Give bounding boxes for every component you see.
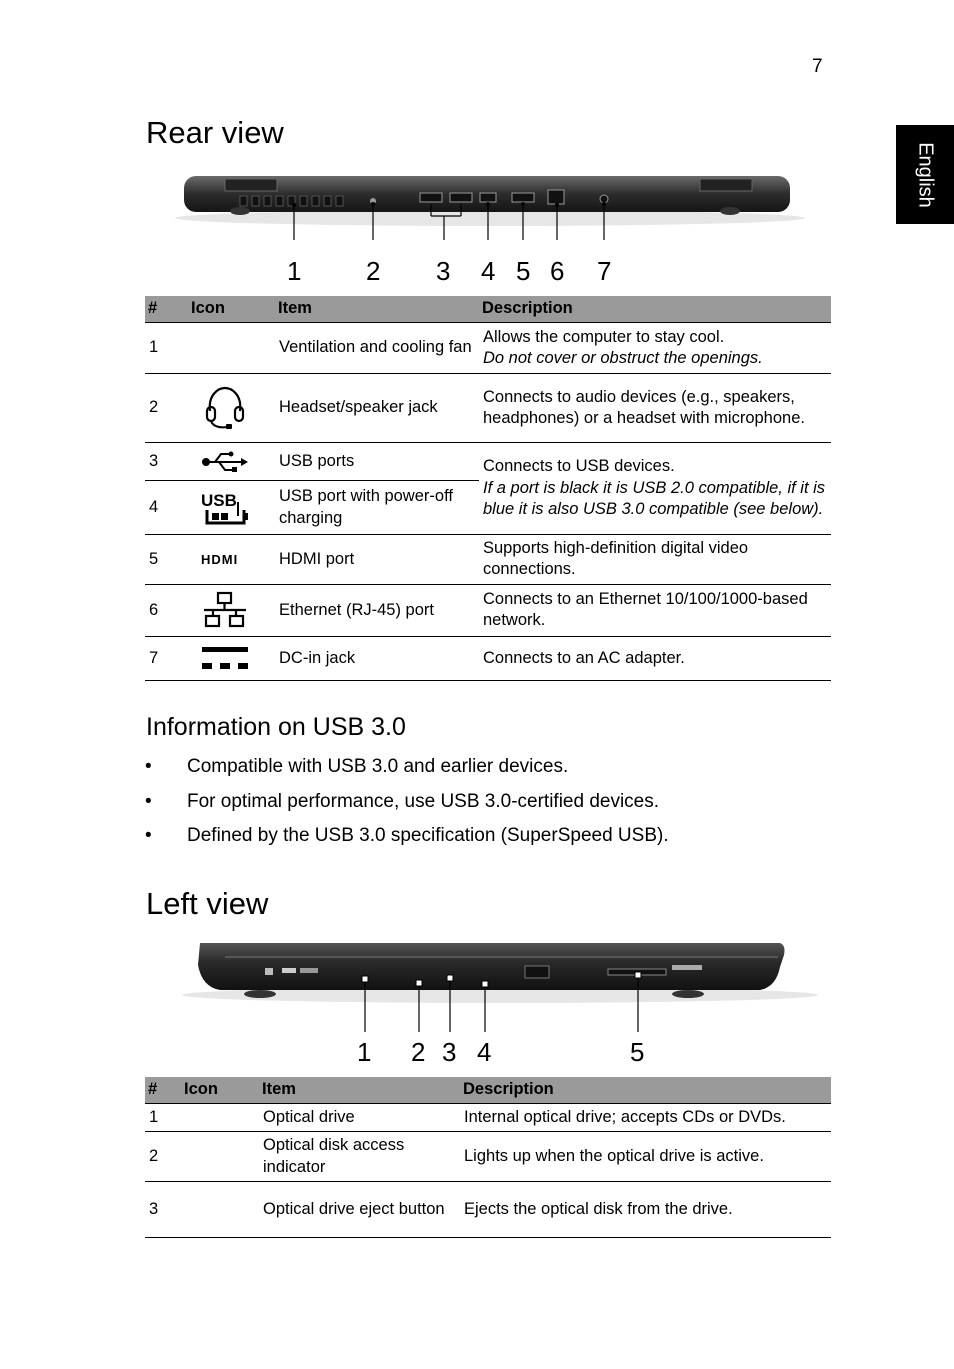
rear-view-laptop-illustration xyxy=(170,170,810,240)
row-number: 2 xyxy=(145,1132,175,1182)
row-description: Connects to audio devices (e.g., speakers, headphones) or a headset with microphone. xyxy=(479,374,831,443)
row-icon-cell xyxy=(175,1104,259,1132)
row-item: DC-in jack xyxy=(275,636,479,680)
rear-callout-1: 1 xyxy=(287,256,302,286)
left-callout-3: 3 xyxy=(442,1037,457,1067)
col-header-icon: Icon xyxy=(175,1077,259,1104)
table-header-row xyxy=(145,296,831,323)
ethernet-icon xyxy=(202,591,248,629)
row-description xyxy=(479,323,831,374)
language-tab xyxy=(896,125,954,224)
left-view-title: Left view xyxy=(146,886,269,921)
table-row xyxy=(145,1104,831,1132)
row-description: Connects to an AC adapter. xyxy=(479,636,831,680)
left-view-table xyxy=(145,1077,831,1238)
row-number: 4 xyxy=(145,481,175,535)
row-item: Ventilation and cooling fan xyxy=(275,323,479,374)
rear-callout-7: 7 xyxy=(597,256,612,286)
row-number: 7 xyxy=(145,636,175,680)
language-tab-label: English xyxy=(914,141,937,208)
row-description-text: Connects to USB devices. xyxy=(483,457,675,476)
row-icon-cell xyxy=(175,584,275,636)
usb-info-list xyxy=(146,756,669,860)
row-item: Optical drive eject button xyxy=(259,1182,460,1238)
col-header-item: Item xyxy=(275,296,479,323)
row-item: Optical drive xyxy=(259,1104,460,1132)
row-item: Headset/speaker jack xyxy=(275,374,479,443)
table-row xyxy=(145,584,831,636)
row-icon-cell xyxy=(175,443,275,481)
table-header-row xyxy=(145,1077,831,1104)
row-description-text: Allows the computer to stay cool. xyxy=(483,327,725,346)
col-header-description: Description xyxy=(460,1077,831,1104)
left-view-laptop-illustration xyxy=(180,935,820,1035)
row-item: USB ports xyxy=(275,443,479,481)
row-icon-cell xyxy=(175,1182,259,1238)
row-description: Connects to an Ethernet 10/100/1000-based network. xyxy=(479,584,831,636)
table-row xyxy=(145,374,831,443)
row-item: HDMI port xyxy=(275,535,479,585)
list-item: • Defined by the USB 3.0 specification (SuperSpeed USB). xyxy=(146,825,669,860)
row-item: Ethernet (RJ-45) port xyxy=(275,584,479,636)
row-description-note: If a port is black it is USB 2.0 compatible, if it is blue it is also USB 3.0 compatible (see below). xyxy=(483,478,826,519)
row-item: Optical disk access indicator xyxy=(259,1132,460,1182)
rear-callout-6: 6 xyxy=(550,256,565,286)
col-header-item: Item xyxy=(259,1077,460,1104)
col-header-num: # xyxy=(145,296,175,323)
usb-charge-icon-label: USB xyxy=(201,490,237,510)
left-callout-5: 5 xyxy=(630,1037,645,1067)
row-icon-cell xyxy=(175,636,275,680)
list-item: • Compatible with USB 3.0 and earlier devices. xyxy=(146,756,669,791)
row-description: Lights up when the optical drive is active. xyxy=(460,1132,831,1182)
table-row xyxy=(145,1132,831,1182)
row-icon-cell xyxy=(175,535,275,585)
table-row xyxy=(145,443,831,481)
row-description-note: Do not cover or obstruct the openings. xyxy=(483,349,763,367)
left-callout-1: 1 xyxy=(357,1037,372,1067)
table-row xyxy=(145,636,831,680)
usb-charge-icon xyxy=(200,490,250,526)
row-description: Supports high-definition digital video connections. xyxy=(479,535,831,585)
row-number: 2 xyxy=(145,374,175,443)
hdmi-icon-label: HDMI xyxy=(201,552,239,567)
row-description: Internal optical drive; accepts CDs or DVDs. xyxy=(460,1104,831,1132)
row-number: 1 xyxy=(145,1104,175,1132)
rear-callout-4: 4 xyxy=(481,256,496,286)
table-row xyxy=(145,1182,831,1238)
row-item: USB port with power-off charging xyxy=(275,481,479,535)
row-number: 5 xyxy=(145,535,175,585)
row-icon-cell xyxy=(175,481,275,535)
col-header-icon: Icon xyxy=(175,296,275,323)
row-number: 1 xyxy=(145,323,175,374)
row-icon-cell xyxy=(175,1132,259,1182)
usb-info-title: Information on USB 3.0 xyxy=(146,713,406,741)
hdmi-icon xyxy=(200,552,250,566)
rear-callout-2: 2 xyxy=(366,256,381,286)
row-description: Ejects the optical disk from the drive. xyxy=(460,1182,831,1238)
table-row xyxy=(145,323,831,374)
rear-callout-3: 3 xyxy=(436,256,451,286)
rear-view-title: Rear view xyxy=(146,115,284,150)
dc-in-icon xyxy=(201,644,249,672)
table-row xyxy=(145,535,831,585)
list-item: • For optimal performance, use USB 3.0-certified devices. xyxy=(146,791,669,826)
col-header-description: Description xyxy=(479,296,831,323)
left-callout-2: 2 xyxy=(411,1037,426,1067)
rear-callout-5: 5 xyxy=(516,256,531,286)
row-description xyxy=(479,443,831,535)
row-icon-cell xyxy=(175,323,275,374)
rear-view-table xyxy=(145,296,831,681)
row-number: 6 xyxy=(145,584,175,636)
left-callout-4: 4 xyxy=(477,1037,492,1067)
col-header-num: # xyxy=(145,1077,175,1104)
page-number: 7 xyxy=(812,56,823,77)
row-number: 3 xyxy=(145,1182,175,1238)
usb-icon xyxy=(201,451,249,473)
row-icon-cell xyxy=(175,374,275,443)
row-number: 3 xyxy=(145,443,175,481)
headset-icon xyxy=(203,385,247,431)
